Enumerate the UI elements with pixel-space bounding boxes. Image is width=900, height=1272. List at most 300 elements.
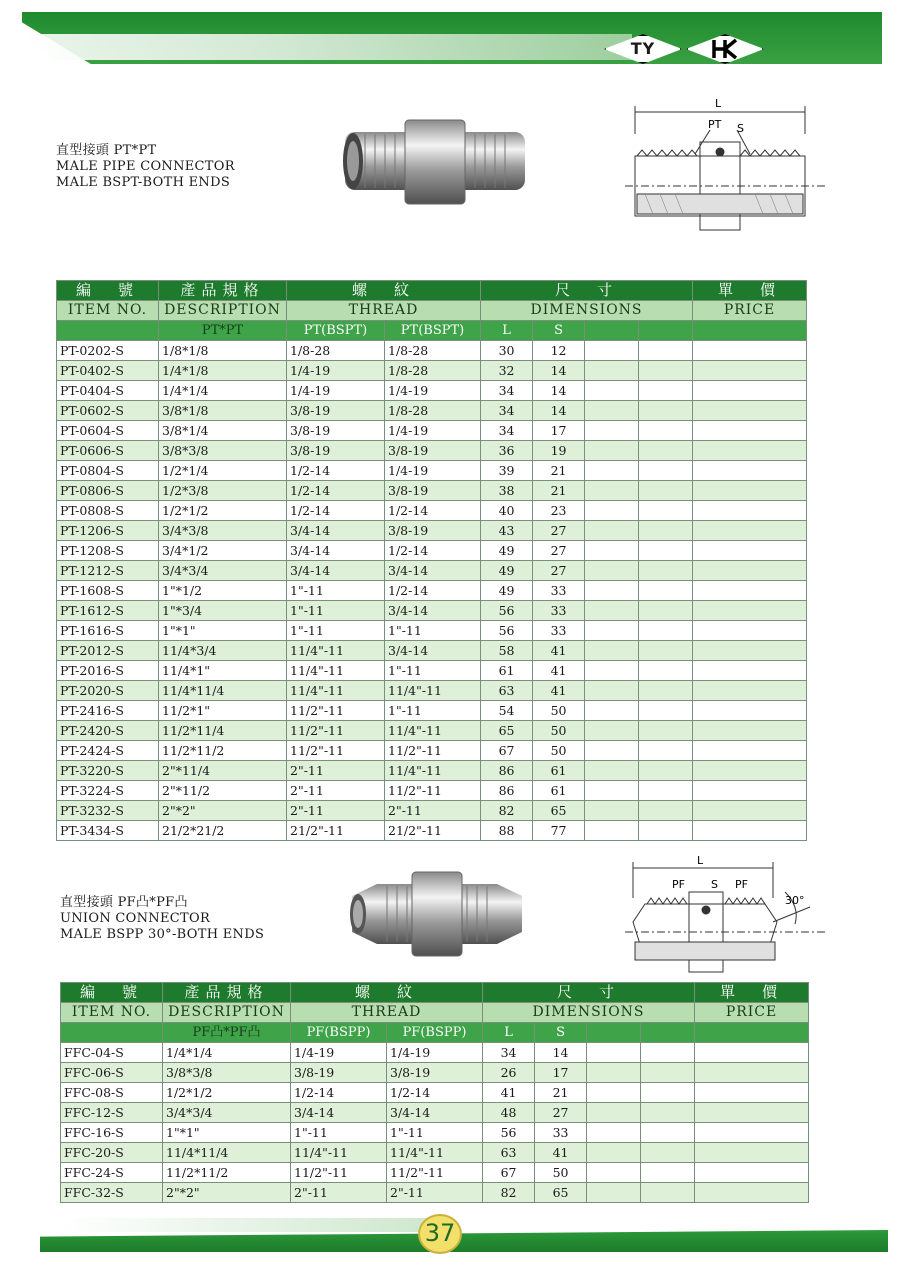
description-cell: 3/8*1/4 xyxy=(159,421,287,441)
col-s: S xyxy=(533,321,585,341)
thread2-cell: 3/8-19 xyxy=(385,441,481,461)
item-no-cell: FFC-08-S xyxy=(61,1083,163,1103)
table-row xyxy=(57,721,807,741)
dim-blank-cell xyxy=(639,661,693,681)
thread1-cell: 11/4"-11 xyxy=(291,1143,387,1163)
dim-s-cell: 14 xyxy=(533,361,585,381)
dim-s-cell: 41 xyxy=(533,661,585,681)
dim-s-cell: 27 xyxy=(535,1103,587,1123)
description-cell: 2"*11/4 xyxy=(159,761,287,781)
dim-blank-cell xyxy=(585,361,639,381)
section1-product-photo xyxy=(335,112,535,212)
drawing1-label-l: L xyxy=(715,97,722,110)
dim-s-cell: 27 xyxy=(533,561,585,581)
dim-blank-cell xyxy=(585,501,639,521)
dim-blank-cell xyxy=(587,1143,641,1163)
thread2-cell: 1/8-28 xyxy=(385,361,481,381)
dim-l-cell: 65 xyxy=(481,721,533,741)
item-no-cell: PT-2016-S xyxy=(57,661,159,681)
table-row xyxy=(61,1183,809,1203)
table-row xyxy=(57,341,807,361)
table-row xyxy=(57,361,807,381)
table-row xyxy=(57,701,807,721)
dim-blank-cell xyxy=(639,361,693,381)
thread1-cell: 11/4"-11 xyxy=(287,641,385,661)
description-cell: 1/2*1/2 xyxy=(163,1083,291,1103)
dim-l-cell: 82 xyxy=(483,1183,535,1203)
price-cell xyxy=(693,521,807,541)
description-cell: 2"*2" xyxy=(159,801,287,821)
description-cell: 2"*11/2 xyxy=(159,781,287,801)
price-cell xyxy=(695,1163,809,1183)
dim-blank-cell xyxy=(587,1163,641,1183)
thread1-cell: 2"-11 xyxy=(291,1183,387,1203)
table-row xyxy=(57,541,807,561)
dim-l-cell: 63 xyxy=(483,1143,535,1163)
section2-technical-drawing xyxy=(625,852,825,980)
item-no-cell: PT-1208-S xyxy=(57,541,159,561)
page-number: 37 xyxy=(418,1214,462,1254)
description-cell: 21/2*21/2 xyxy=(159,821,287,841)
thread2-cell: 11/4"-11 xyxy=(385,761,481,781)
dim-l-cell: 56 xyxy=(481,601,533,621)
col-thread-en: THREAD xyxy=(291,1003,483,1023)
dim-s-cell: 19 xyxy=(533,441,585,461)
item-no-cell: PT-0404-S xyxy=(57,381,159,401)
dim-s-cell: 17 xyxy=(533,421,585,441)
thread2-cell: 1"-11 xyxy=(385,621,481,641)
item-no-cell: FFC-32-S xyxy=(61,1183,163,1203)
dim-blank-cell xyxy=(587,1183,641,1203)
col-price-en: PRICE xyxy=(693,301,807,321)
dim-blank-cell xyxy=(639,641,693,661)
dim-s-cell: 21 xyxy=(535,1083,587,1103)
thread1-cell: 3/4-14 xyxy=(287,541,385,561)
description-cell: 1/2*1/2 xyxy=(159,501,287,521)
dim-s-cell: 33 xyxy=(533,601,585,621)
dim-blank-cell xyxy=(639,421,693,441)
dim-blank-cell xyxy=(585,701,639,721)
price-cell xyxy=(695,1143,809,1163)
item-no-cell: FFC-06-S xyxy=(61,1063,163,1083)
item-no-cell: PT-2424-S xyxy=(57,741,159,761)
description-cell: 11/4*11/4 xyxy=(163,1143,291,1163)
bottom-banner-highlight xyxy=(60,1218,440,1232)
sub-empty xyxy=(61,1023,163,1043)
thread1-cell: 1"-11 xyxy=(287,621,385,641)
dim-blank-cell xyxy=(639,561,693,581)
dim-s-cell: 21 xyxy=(533,461,585,481)
item-no-cell: PT-2416-S xyxy=(57,701,159,721)
dim-s-cell: 41 xyxy=(535,1143,587,1163)
drawing2-label-l: L xyxy=(697,854,704,867)
dim-blank-cell xyxy=(639,481,693,501)
description-cell: 11/2*11/2 xyxy=(163,1163,291,1183)
thread2-cell: 1/2-14 xyxy=(387,1083,483,1103)
item-no-cell: PT-0604-S xyxy=(57,421,159,441)
description-cell: 3/8*3/8 xyxy=(159,441,287,461)
description-cell: 1/2*1/4 xyxy=(159,461,287,481)
table2-header-sub xyxy=(61,1023,809,1043)
item-no-cell: PT-0202-S xyxy=(57,341,159,361)
thread1-cell: 2"-11 xyxy=(287,781,385,801)
table-row xyxy=(57,641,807,661)
col-desc-sub: PT*PT xyxy=(159,321,287,341)
table-row xyxy=(57,401,807,421)
drawing2-label-s: S xyxy=(711,878,718,891)
col-desc-en: DESCRIPTION xyxy=(159,301,287,321)
table-row xyxy=(57,381,807,401)
price-cell xyxy=(693,441,807,461)
dim-s-cell: 61 xyxy=(533,781,585,801)
thread2-cell: 3/4-14 xyxy=(385,641,481,661)
dim-blank-cell xyxy=(639,541,693,561)
thread2-cell: 3/8-19 xyxy=(387,1063,483,1083)
dim-l-cell: 54 xyxy=(481,701,533,721)
thread1-cell: 11/2"-11 xyxy=(287,721,385,741)
table-row xyxy=(57,661,807,681)
thread2-cell: 11/4"-11 xyxy=(385,681,481,701)
dim-blank-cell xyxy=(639,741,693,761)
table-row xyxy=(57,501,807,521)
item-no-cell: PT-0402-S xyxy=(57,361,159,381)
col-item-en: ITEM NO. xyxy=(61,1003,163,1023)
dim-blank-cell xyxy=(639,461,693,481)
dim-blank-cell xyxy=(639,761,693,781)
description-cell: 1/4*1/8 xyxy=(159,361,287,381)
item-no-cell: PT-3220-S xyxy=(57,761,159,781)
dim-blank-cell xyxy=(585,461,639,481)
col-dim-cn: 尺 寸 xyxy=(481,281,693,301)
price-cell xyxy=(693,701,807,721)
dim-blank-cell xyxy=(585,541,639,561)
description-cell: 11/2*1" xyxy=(159,701,287,721)
thread2-cell: 1"-11 xyxy=(385,701,481,721)
dim-l-cell: 34 xyxy=(481,381,533,401)
description-cell: 1/8*1/8 xyxy=(159,341,287,361)
price-cell xyxy=(693,341,807,361)
table-row xyxy=(61,1063,809,1083)
thread1-cell: 11/2"-11 xyxy=(291,1163,387,1183)
dim-l-cell: 34 xyxy=(483,1043,535,1063)
dim-l-cell: 67 xyxy=(483,1163,535,1183)
table-row xyxy=(57,621,807,641)
col-desc-sub: PF凸*PF凸 xyxy=(163,1023,291,1043)
sub-empty xyxy=(639,321,693,341)
price-cell xyxy=(695,1083,809,1103)
dim-l-cell: 30 xyxy=(481,341,533,361)
description-cell: 3/8*3/8 xyxy=(163,1063,291,1083)
sub-empty xyxy=(693,321,807,341)
dim-l-cell: 40 xyxy=(481,501,533,521)
col-desc-cn: 產品規格 xyxy=(159,281,287,301)
table-row xyxy=(57,461,807,481)
thread2-cell: 3/8-19 xyxy=(385,481,481,501)
thread2-cell: 21/2"-11 xyxy=(385,821,481,841)
thread1-cell: 1/2-14 xyxy=(291,1083,387,1103)
col-desc-en: DESCRIPTION xyxy=(163,1003,291,1023)
description-cell: 3/4*3/8 xyxy=(159,521,287,541)
table-row xyxy=(61,1163,809,1183)
col-thread-cn: 螺 紋 xyxy=(287,281,481,301)
price-cell xyxy=(693,561,807,581)
dim-l-cell: 34 xyxy=(481,401,533,421)
dim-s-cell: 50 xyxy=(533,721,585,741)
price-cell xyxy=(693,661,807,681)
col-thread-cn: 螺 紋 xyxy=(291,983,483,1003)
dim-s-cell: 33 xyxy=(535,1123,587,1143)
dim-blank-cell xyxy=(641,1123,695,1143)
dim-l-cell: 88 xyxy=(481,821,533,841)
thread2-cell: 1/4-19 xyxy=(387,1043,483,1063)
item-no-cell: PT-1206-S xyxy=(57,521,159,541)
dim-blank-cell xyxy=(639,601,693,621)
item-no-cell: PT-2012-S xyxy=(57,641,159,661)
dim-blank-cell xyxy=(585,681,639,701)
item-no-cell: PT-0806-S xyxy=(57,481,159,501)
dim-blank-cell xyxy=(585,801,639,821)
description-cell: 1"*1" xyxy=(163,1123,291,1143)
dim-blank-cell xyxy=(585,721,639,741)
dim-blank-cell xyxy=(639,581,693,601)
table-row xyxy=(61,1103,809,1123)
col-price-cn: 單 價 xyxy=(695,983,809,1003)
thread2-cell: 11/4"-11 xyxy=(385,721,481,741)
dim-blank-cell xyxy=(639,401,693,421)
table-row xyxy=(57,561,807,581)
dim-blank-cell xyxy=(641,1063,695,1083)
description-cell: 1/4*1/4 xyxy=(159,381,287,401)
dim-blank-cell xyxy=(641,1143,695,1163)
section2-title-cn: 直型接頭 PF凸*PF凸 xyxy=(60,895,188,910)
thread1-cell: 11/2"-11 xyxy=(287,701,385,721)
item-no-cell: PT-3224-S xyxy=(57,781,159,801)
dim-s-cell: 65 xyxy=(533,801,585,821)
thread2-cell: 11/2"-11 xyxy=(385,741,481,761)
description-cell: 3/4*3/4 xyxy=(163,1103,291,1123)
dim-blank-cell xyxy=(641,1043,695,1063)
thread2-cell: 1/2-14 xyxy=(385,541,481,561)
dim-blank-cell xyxy=(639,801,693,821)
table-row xyxy=(57,781,807,801)
item-no-cell: PT-1612-S xyxy=(57,601,159,621)
dim-l-cell: 41 xyxy=(483,1083,535,1103)
thread1-cell: 11/2"-11 xyxy=(287,741,385,761)
item-no-cell: PT-0606-S xyxy=(57,441,159,461)
price-cell xyxy=(695,1043,809,1063)
dim-l-cell: 34 xyxy=(481,421,533,441)
dim-s-cell: 17 xyxy=(535,1063,587,1083)
dim-s-cell: 41 xyxy=(533,681,585,701)
price-cell xyxy=(693,761,807,781)
dim-blank-cell xyxy=(585,481,639,501)
col-price-cn: 單 價 xyxy=(693,281,807,301)
sub-empty xyxy=(587,1023,641,1043)
description-cell: 11/2*11/4 xyxy=(159,721,287,741)
table-row xyxy=(57,761,807,781)
thread1-cell: 1/8-28 xyxy=(287,341,385,361)
drawing2-label-angle: 30° xyxy=(785,894,805,907)
dim-s-cell: 50 xyxy=(533,741,585,761)
table-row xyxy=(61,1123,809,1143)
item-no-cell: PT-1212-S xyxy=(57,561,159,581)
dim-blank-cell xyxy=(639,621,693,641)
dim-blank-cell xyxy=(641,1103,695,1123)
description-cell: 1/4*1/4 xyxy=(163,1043,291,1063)
thread2-cell: 1"-11 xyxy=(387,1123,483,1143)
price-cell xyxy=(693,781,807,801)
thread1-cell: 1/2-14 xyxy=(287,461,385,481)
thread2-cell: 1/2-14 xyxy=(385,501,481,521)
dim-l-cell: 56 xyxy=(483,1123,535,1143)
thread1-cell: 1"-11 xyxy=(291,1123,387,1143)
dim-blank-cell xyxy=(585,761,639,781)
price-cell xyxy=(693,821,807,841)
item-no-cell: PT-1608-S xyxy=(57,581,159,601)
dim-blank-cell xyxy=(585,381,639,401)
description-cell: 3/4*3/4 xyxy=(159,561,287,581)
price-cell xyxy=(695,1063,809,1083)
drawing2-label-pf2: PF xyxy=(735,878,748,891)
table-row xyxy=(57,441,807,461)
thread2-cell: 11/2"-11 xyxy=(387,1163,483,1183)
thread1-cell: 11/4"-11 xyxy=(287,661,385,681)
thread2-cell: 1"-11 xyxy=(385,661,481,681)
dim-blank-cell xyxy=(585,421,639,441)
dim-blank-cell xyxy=(585,661,639,681)
dim-blank-cell xyxy=(585,441,639,461)
dim-blank-cell xyxy=(639,441,693,461)
dim-blank-cell xyxy=(585,561,639,581)
thread1-cell: 3/4-14 xyxy=(287,521,385,541)
price-cell xyxy=(693,741,807,761)
sub-empty xyxy=(641,1023,695,1043)
section1-technical-drawing xyxy=(625,94,825,244)
table-row xyxy=(57,601,807,621)
drawing1-label-s: S xyxy=(737,122,744,135)
section1-title-en2: MALE BSPT-BOTH ENDS xyxy=(56,175,231,190)
dim-s-cell: 21 xyxy=(533,481,585,501)
thread1-cell: 3/8-19 xyxy=(291,1063,387,1083)
thread2-cell: 2"-11 xyxy=(385,801,481,821)
dim-s-cell: 61 xyxy=(533,761,585,781)
dim-s-cell: 27 xyxy=(533,541,585,561)
col-price-en: PRICE xyxy=(695,1003,809,1023)
dim-blank-cell xyxy=(587,1083,641,1103)
price-cell xyxy=(693,481,807,501)
item-no-cell: FFC-12-S xyxy=(61,1103,163,1123)
dim-blank-cell xyxy=(641,1083,695,1103)
dim-l-cell: 38 xyxy=(481,481,533,501)
thread1-cell: 1/2-14 xyxy=(287,481,385,501)
sub-empty xyxy=(695,1023,809,1043)
table-row xyxy=(57,421,807,441)
dim-s-cell: 14 xyxy=(533,381,585,401)
logo-text-ty: TY xyxy=(630,39,656,58)
description-cell: 3/8*1/8 xyxy=(159,401,287,421)
col-l: L xyxy=(481,321,533,341)
thread1-cell: 3/8-19 xyxy=(287,441,385,461)
thread1-cell: 3/8-19 xyxy=(287,401,385,421)
thread2-cell: 3/4-14 xyxy=(385,561,481,581)
col-dim-en: DIMENSIONS xyxy=(481,301,693,321)
dim-blank-cell xyxy=(639,341,693,361)
dim-blank-cell xyxy=(585,341,639,361)
table-row xyxy=(57,521,807,541)
dim-blank-cell xyxy=(639,721,693,741)
price-cell xyxy=(693,421,807,441)
item-no-cell: PT-3434-S xyxy=(57,821,159,841)
top-banner-highlight xyxy=(22,34,632,60)
dim-s-cell: 12 xyxy=(533,341,585,361)
dim-blank-cell xyxy=(587,1103,641,1123)
dim-l-cell: 36 xyxy=(481,441,533,461)
thread2-cell: 11/4"-11 xyxy=(387,1143,483,1163)
dim-blank-cell xyxy=(585,741,639,761)
dim-l-cell: 48 xyxy=(483,1103,535,1123)
description-cell: 1"*3/4 xyxy=(159,601,287,621)
dim-s-cell: 50 xyxy=(535,1163,587,1183)
table-row xyxy=(57,481,807,501)
section2-spec-table xyxy=(60,982,809,1203)
item-no-cell: PT-1616-S xyxy=(57,621,159,641)
section1-title-en1: MALE PIPE CONNECTOR xyxy=(56,159,235,174)
thread1-cell: 2"-11 xyxy=(287,801,385,821)
table-row xyxy=(61,1083,809,1103)
dim-l-cell: 49 xyxy=(481,541,533,561)
thread1-cell: 1"-11 xyxy=(287,601,385,621)
dim-s-cell: 14 xyxy=(533,401,585,421)
thread2-cell: 1/4-19 xyxy=(385,421,481,441)
col-item-cn: 編 號 xyxy=(61,983,163,1003)
table1-header-sub xyxy=(57,321,807,341)
brand-logo xyxy=(604,34,766,64)
thread2-cell: 3/4-14 xyxy=(385,601,481,621)
table2-header-cn xyxy=(61,983,809,1003)
dim-s-cell: 65 xyxy=(535,1183,587,1203)
dim-s-cell: 14 xyxy=(535,1043,587,1063)
thread2-cell: 3/4-14 xyxy=(387,1103,483,1123)
thread2-cell: 3/8-19 xyxy=(385,521,481,541)
table-row xyxy=(57,741,807,761)
table1-header-en xyxy=(57,301,807,321)
col-item-cn: 編 號 xyxy=(57,281,159,301)
thread2-cell: 1/4-19 xyxy=(385,461,481,481)
dim-blank-cell xyxy=(585,641,639,661)
dim-s-cell: 41 xyxy=(533,641,585,661)
item-no-cell: FFC-20-S xyxy=(61,1143,163,1163)
price-cell xyxy=(693,501,807,521)
col-s: S xyxy=(535,1023,587,1043)
sub-empty xyxy=(57,321,159,341)
dim-l-cell: 67 xyxy=(481,741,533,761)
dim-blank-cell xyxy=(585,821,639,841)
section2-title xyxy=(60,895,264,943)
thread2-cell: 1/8-28 xyxy=(385,341,481,361)
dim-l-cell: 26 xyxy=(483,1063,535,1083)
table-row xyxy=(61,1143,809,1163)
item-no-cell: FFC-16-S xyxy=(61,1123,163,1143)
col-thread-sub1: PT(BSPT) xyxy=(287,321,385,341)
price-cell xyxy=(693,401,807,421)
item-no-cell: PT-0804-S xyxy=(57,461,159,481)
dim-s-cell: 23 xyxy=(533,501,585,521)
price-cell xyxy=(693,461,807,481)
description-cell: 2"*2" xyxy=(163,1183,291,1203)
price-cell xyxy=(693,721,807,741)
thread2-cell: 2"-11 xyxy=(387,1183,483,1203)
dim-blank-cell xyxy=(585,581,639,601)
